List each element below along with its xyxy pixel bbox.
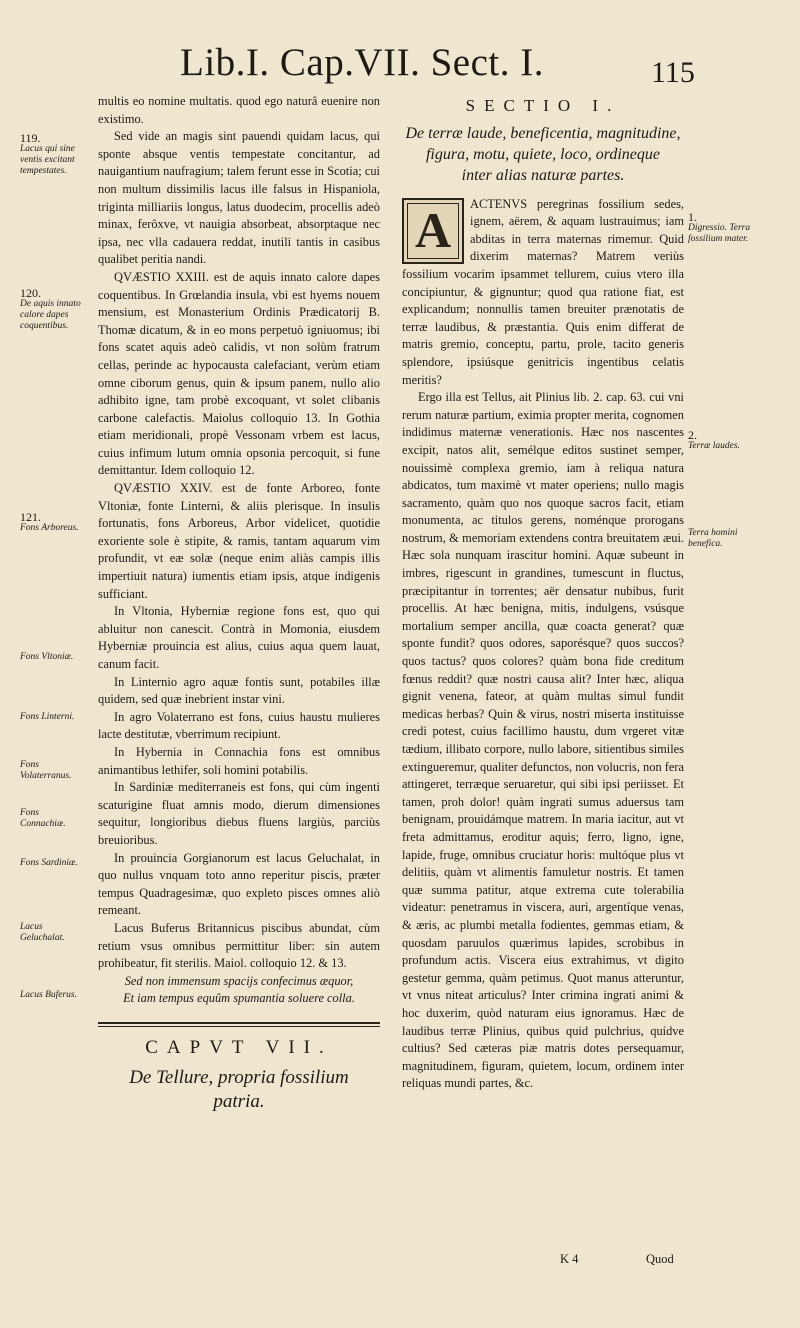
catchword: Quod (646, 1252, 674, 1266)
section-title: SECTIO I. (465, 96, 621, 115)
margin-note (20, 990, 82, 1001)
margin-note-text: Fons Connachiæ. (20, 808, 66, 829)
paragraph: multis eo nomine multatis. quod ego naturâ euenire non existimo. (98, 94, 380, 126)
margin-note-text: Fons Volaterranus. (20, 760, 72, 781)
paragraph: In Vltonia, Hyberniæ regione fons est, quo qui abluitur non canescit. Contrà in Momonia, eiusdem Hyberniæ prouincia est alius, cuius aqua quem lauat, canum facit. (98, 604, 380, 671)
margin-note-text: Fons Sardiniæ. (20, 858, 78, 868)
margin-note-number: 120. (20, 286, 41, 300)
paragraph: Lacus Buferus Britannicus piscibus abundat, cùm retium vsus omnibus permittitur liber: sin autem prohibeatur, fit sterilis. Maiol. colloquio 12. & 13. (98, 920, 380, 971)
section-subtitle-line: figura, motu, quiete, loco, ordineque (425, 145, 661, 163)
paragraph: In prouincia Gorgianorum est lacus Geluchalat, in quo nullus vnquam toto anno reperitur piscis, præter tempus Quadragesimæ, quo expleto pisces omnes aliò remeant. (98, 850, 380, 918)
margin-note (20, 652, 82, 663)
margin-note-text: Lacus Geluchalat. (20, 922, 65, 943)
paragraph: ACTENVS peregrinas fossilium sedes, ignem, aërem, & aquam lustrauimus; iam abditas in terra maternas rimemur. Quid dixerim maternas? Matrem veriùs fossilium vocarim ipsammet tellurem, cuius vtero illa concipiuntur, & gignuntur; quod qua ratione fiat, est explicandum; nonnullis tamen breuiter prænotatis de terræ laudibus, & præstantia. Quis enim differat de matris gremio, conceptu, partu, prole, tacito generis splendore, ipsiúsque genitricis ingentibus celatis meritis? (402, 196, 684, 387)
section-subtitle-line: inter alias naturæ partes. (461, 166, 625, 184)
section-subtitle-line: De terræ laude, beneficentia, magnitudine, (405, 124, 681, 142)
paragraph: In agro Volaterrano est fons, cuius haustu mulieres lacte destitutæ, vberrimum recipiunt. (98, 709, 380, 742)
chapter-title: CAPVT VII. (145, 1036, 333, 1058)
margin-note-number: 119. (20, 131, 41, 145)
paragraph: In Linternio agro aquæ fontis sunt, potabiles illæ quidem, sed quæ inebrient instar vini. (98, 674, 380, 707)
margin-note (20, 858, 82, 869)
opening-paragraph-block (402, 196, 684, 390)
chapter-subtitle: patria. (213, 1091, 265, 1113)
margin-note-text: Terra homini benefica. (688, 528, 738, 549)
margin-note-text: Digressio. Terra fossilium mater. (688, 223, 751, 244)
margin-note (20, 808, 82, 830)
margin-note (20, 133, 82, 177)
margin-note-text: Fons Vltoniæ. (20, 652, 74, 662)
paragraph: QVÆSTIO XXIV. est de fonte Arboreo, fonte Vltoniæ, fonte Linterni, & aliis plerisque. In insulis fortunatis, fons Arboreus, Arbor videlicet, quotidie exoriente sole è stipite, & ramis, tantam aquarum vim profundit, vt eæ solæ (neque enim aliàs campis illis impertiuit natura) iumentis etiam ipsis, atque indigenis sufficiant. (98, 481, 380, 601)
margin-note-text: Lacus Buferus. (20, 990, 77, 1000)
paragraph: QVÆSTIO XXIII. est de aquis innato calore dapes coquentibus. In Grœlandia insula, vbi est hyems nouem mensium, est Monasterium Ordinis Prædicatorij B. Thomæ dicatum, & in eo mons perpetuò igniuomus; ibi fons scatet aquis adeò calidis, vt non solùm fratrum cellas, perinde ac hypocausta calefaciant, verùm etiam omne ciborum genus, quin & ipsum panem, nullo alio adhibito igne, tam probè excoquant, vt solet clibanis carbone calefactis. Maiolus colloquio 13. In Gothia etiam meridionali, propè Vessonam vrbem est lacus, cuius infimum lutum omnia opsonia percoquit, si fune demittantur. Idem colloquio 12. (98, 269, 380, 478)
margin-note-text: Fons Linterni. (20, 712, 75, 722)
margin-note-text: De aquis innato calore dapes coquentibus. (20, 299, 81, 331)
divider (98, 1026, 380, 1027)
margin-note-text: Terræ laudes. (688, 441, 740, 451)
margin-note (20, 288, 82, 332)
verse-line: Et iam tempus equûm spumantia soluere colla. (123, 991, 355, 1006)
margin-note (20, 922, 82, 944)
section-subtitle (402, 123, 684, 186)
margin-note (20, 512, 82, 534)
divider (98, 1022, 380, 1024)
right-column (402, 93, 684, 1093)
decorated-initial: A (402, 198, 464, 264)
running-head: Lib.I. Cap.VII. Sect. I. (180, 41, 544, 84)
signature-mark: K 4 (560, 1252, 579, 1266)
margin-note (688, 430, 770, 452)
chapter-subtitle: De Tellure, propria fossilium (129, 1067, 349, 1089)
margin-note-text: Fons Arboreus. (20, 523, 79, 533)
paragraph: Ergo illa est Tellus, ait Plinius lib. 2. cap. 63. cui vni rerum naturæ partium, eximia propter merita, cognomen indidimus maternæ venerationis. Hæc nos nascentes excipit, natos alit, semélque editos sustinet semper, nouissimè complexa gremio, iam à reliqua natura abdicatos, tum maximè vt mater operiens; nullo magis sacramento, quàm quo nos quoque sacros facit, etiam monumenta, ac titulos gerens, noménque prorogans nostrum, & memoriam extendens contra breuitatem æui. Hæc sola nunquam irascitur homini. Aquæ subeunt in imbres, rigescunt in grandines, tumescunt in fluctus, præcipitantur in torrentes; aër densatur nubibus, furit procellis. At hæc benigna, mitis, indulgens, vsúsque mortalium semper ancilla, quæ coacta generat? quæ sponte fundit? quos odores, saporésque? quos succos? quos tactus? quos colores? quàm bona fide creditum fœnus reddit? quæ nostri causa alit? Inter hæc, aliqua gignit venena, fateor, at quàm multas simul fundit medicas herbas? Quin & virus, nostri miserta instituisse credi potest, cuius facillimo haustu, dum vrgeret vitæ tædium, illibato corpore, nullo labore, sitientibus similes extingueremur, qualiter defunctos, non volucris, non fera attingeret, terræque seruaretur, qui sibi ipsi periisset. Et tamen, proh dolor! quàm ingrati sumus aduersus tam benignam, prouidámque matrem. In maria iacitur, aut vt freta admittamus, eroditur aquis; ferro, ligno, igne, lapide, fruge, omnibus cruciatur horis: multóque plus vt delitiis, quàm vt alimentis famuletur nostris. Et tamen quæ summa patitur, atque extrema cute tolerabilia videatur: penetramus in viscera, auri, argentíque venas, & æris, ac plumbi metalla fodientes, gemmas etiam, & quosdam paruulos quærimus lapides, scrobibus in profundum actis. Viscera eius extrahimus, vt digito gestetur gemma, quàm petimus. Quot manus atteruntur, vt vnus niteat articulus? Inter crimina ingrati animi & hoc duxerim, quòd naturam eius ignoramus. Hæc de laudibus terræ Plinius, quibus quid pulchrius, quídve cultius? Sed cæteras piæ matris dotes persequamur, magnitudinem, figuram, quietem, locum, ordinem inter reliquas mundi partes, &c. (402, 390, 684, 1091)
margin-note-number: 121. (20, 510, 41, 524)
margin-note-number: 2. (688, 428, 697, 442)
paragraph: In Hybernia in Connachia fons est omnibus animantibus lethifer, soli homini potabilis. (98, 744, 380, 777)
margin-note (20, 760, 82, 782)
margin-note (20, 712, 82, 723)
page-number: 115 (651, 56, 695, 89)
left-column (98, 93, 380, 1114)
margin-note-text: Lacus qui sine ventis excitant tempestates. (20, 144, 75, 176)
margin-note (688, 528, 770, 550)
verse-line: Sed non immensum spacijs confecimus æquor, (124, 973, 354, 988)
paragraph: In Sardiniæ mediterraneis est fons, qui cùm ingenti scaturigine fluat amnis modo, dierum dimensiones sequitur, longioribus diebus fluens largiùs, parciùs breuioribus. (98, 780, 380, 847)
paragraph: Sed vide an magis sint pauendi quidam lacus, qui sponte absque ventis tempestate concitantur, ad nauigantium naufragium; talem ferunt esse in Scotia; cui non multum dissimilis lacus ille falsus in Hispaniola, triginta milliariis longus, latus duodecim, procellis adeò minax, ferôxve, vt nauigia absorbeat, absorptaque nec ipsa, nec vlla cadauera reddat, inutili tantis in casibus qualibet peritia nandi. (98, 129, 380, 267)
margin-note-number: 1. (688, 210, 697, 224)
margin-note (688, 212, 770, 245)
